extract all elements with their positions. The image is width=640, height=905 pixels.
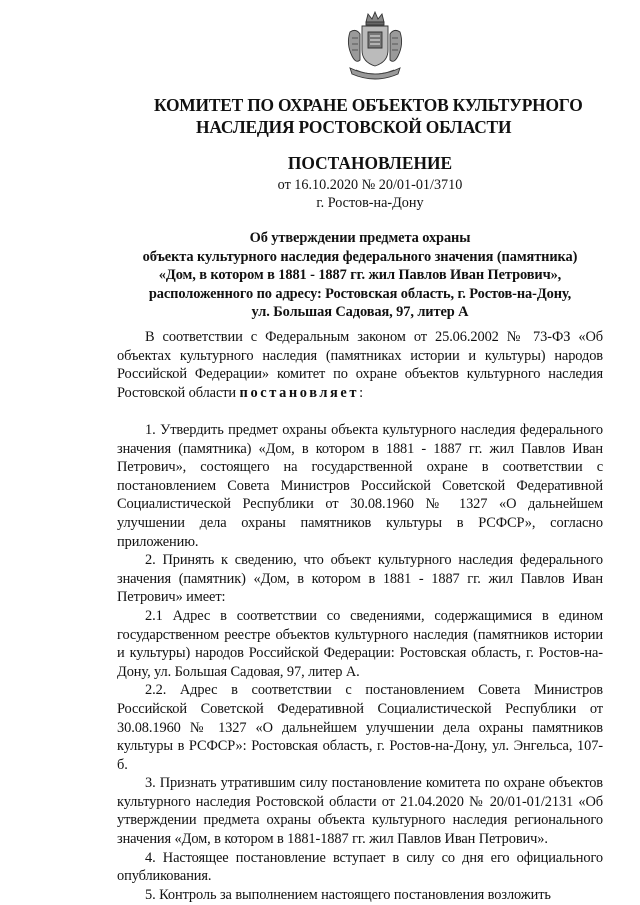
subject-line-2: объекта культурного наследия федерального значения (памятника) (142, 248, 578, 265)
decree-date-number: от 16.10.2020 № 20/01-01/3710 (277, 177, 463, 193)
item-1: 1. Утвердить предмет охраны объекта культурного наследия федерального значения (памятника) «Дом, в котором в 1881 - 1887 гг. жил Павлов Иван Петрович», состоящего на государственной охране в соответствии с постановлением Совета Министров Российской Советской Федеративной Социалистической Республики от 30.08.1960 № 1327 «О дальнейшем улучшении дела охраны памятников культуры в РСФСР», согласно приложению. (117, 422, 603, 550)
subject-line-4: расположенного по адресу: Ростовская область, г. Ростов-на-Дону, (148, 285, 572, 302)
subject-line-5: ул. Большая Садовая, 97, литер А (251, 304, 469, 321)
item-5: 5. Контроль за выполнением настоящего постановления возложить (145, 886, 551, 903)
preamble (117, 328, 603, 402)
decree-city: г. Ростов-на-Дону (316, 195, 424, 211)
item-2-2: 2.2. Адрес в соответствии с постановлением Совета Министров Российской Советской Федеративной Социалистической Республики от 30.08.1960 № 1327 «О дальнейшем улучшении дела охраны памятников культуры в РСФСР»: Ростовская область, г. Ростов-на-Дону, ул. Энгельса, 107-б. (117, 682, 603, 773)
preamble-paragraph (117, 328, 603, 402)
decree-items (117, 421, 603, 904)
preamble-colon: : (359, 384, 363, 401)
document-type: ПОСТАНОВЛЕНИЕ (287, 153, 453, 173)
subject-line-3: «Дом, в котором в 1881 - 1887 гг. жил Павлов Иван Петрович», (158, 267, 562, 284)
item-2-1: 2.1 Адрес в соответствии со сведениями, содержащимися в едином государственном реестре объектов культурного наследия (памятников истории и культуры) народов Российской Федерации: Ростовская область, г. Ростов-на-Дону, ул. Большая Садовая, 97, литер А. (117, 607, 603, 680)
preamble-text: В соответствии с Федеральным законом от 25.06.2002 № 73-ФЗ «Об объектах культурного наследия (памятниках истории и культуры) народов Российской Федерации» комитет по охране объектов культурного наследия Ростовской области (117, 329, 603, 401)
organization-name (100, 94, 640, 138)
coat-of-arms-rostov-icon (344, 8, 406, 84)
item-3: 3. Признать утратившим силу постановление комитета по охране объектов культурного наследия Ростовской области от 21.04.2020 № 20/01-01/2131 «Об утверждении предмета охраны объекта культурного наследия регионального значения «Дом, в котором в 1881-1887 гг. жил Павлов Иван Петрович». (117, 775, 603, 848)
item-2: 2. Принять к сведению, что объект культурного наследия федерального значения (памятник) «Дом, в котором в 1881 - 1887 гг. жил Павлов Иван Петрович» имеет: (117, 552, 603, 606)
decree-subject (110, 229, 610, 322)
item-4: 4. Настоящее постановление вступает в силу со дня его официального опубликования. (117, 849, 603, 885)
resolves-word: постановляет (239, 384, 360, 401)
org-line-1: КОМИТЕТ ПО ОХРАНЕ ОБЪЕКТОВ КУЛЬТУРНОГО (154, 95, 583, 115)
subject-line-1: Об утверждении предмета охраны (249, 230, 471, 246)
org-line-2: НАСЛЕДИЯ РОСТОВСКОЙ ОБЛАСТИ (196, 117, 512, 137)
